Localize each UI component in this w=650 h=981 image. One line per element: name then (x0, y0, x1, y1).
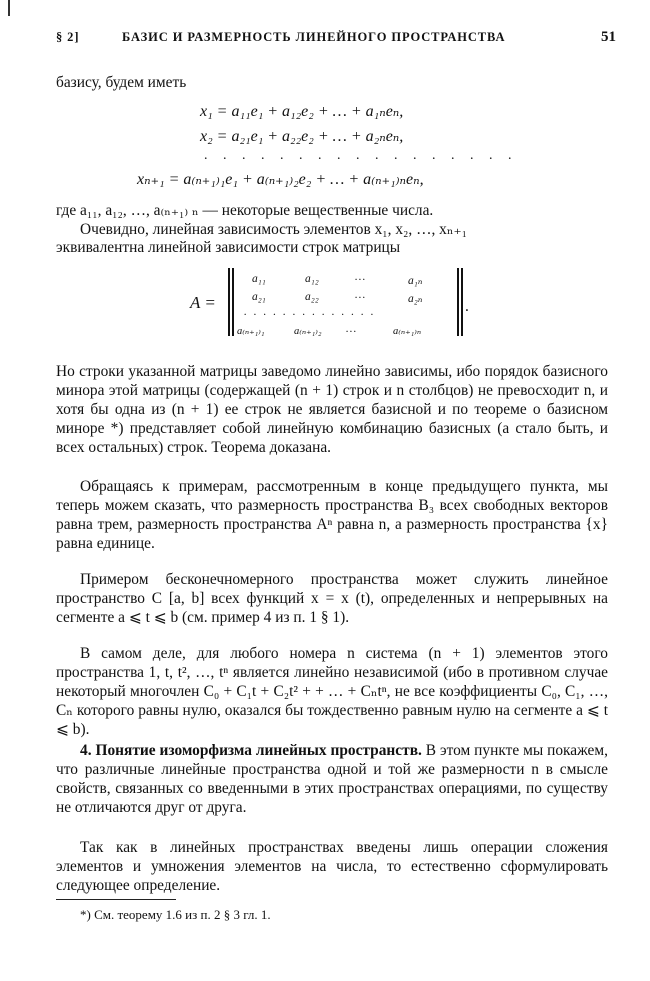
paragraph-proof-end: Но строки указанной матрицы заведомо линейно зависимы, ибо порядок базисного минора этой матрицы (содержащей (n + 1) строк и n столбцов) не превосходит n, и хотя бы одна из (n + 1) ее строк не является базисной и по теореме о базисном миноре *) представляет собой линейную комбинацию базисных (а стало быть, и всех остальных) строк. Теорема доказана. (56, 363, 608, 456)
paragraph-proof-infinite: В самом деле, для любого номера n система (n + 1) элементов этого пространства 1, t, t², …, tⁿ является линейно независимой (ибо в противном случае некоторый многочлен C₀ + C₁t + C₂t² + + … + Cₙtⁿ, не все коэффициенты C₀, C₁, …, Cₙ которого равны нулю, оказался бы тождественно равным нулю на сегменте a ⩽ t ⩽ b). (56, 645, 608, 738)
matrix-left-bar-1 (228, 268, 230, 336)
footnote-rule (56, 899, 176, 900)
matrix-cell: a₍ₙ₊₁₎ₙ (393, 326, 422, 337)
matrix-label: A = (190, 293, 216, 312)
section-4-heading: 4. Понятие изоморфизма линейных пространств. (80, 742, 422, 759)
footnote: *) См. теорему 1.6 из п. 2 § 3 гл. 1. (80, 907, 271, 922)
matrix-right-bar-1 (457, 268, 459, 336)
matrix-cell: … (355, 271, 366, 283)
scan-edge-mark (8, 0, 10, 16)
matrix-cell: a₍ₙ₊₁₎₂ (294, 326, 322, 337)
page-number: 51 (601, 29, 616, 45)
matrix-cell: … (346, 323, 357, 335)
evident-line-1: Очевидно, линейная зависимость элементов x₁, x₂, …, xₙ₊₁ (80, 221, 468, 238)
matrix-cell: … (355, 289, 366, 301)
header-section: § 2] (56, 30, 80, 44)
section-4-text: В этом пункте мы покажем, что различные линейные пространства одной и той же размерности n в смысле свойств, связанных со введенными в этих пространствах операциями, по существу не отличаются друг от друга. (56, 742, 608, 816)
paragraph-dimensions: Обращаясь к примерам, рассмотренным в конце предыдущего пункта, мы теперь можем сказать, что размерность пространства B₃ всех свободных векторов равна трем, размерность пространства Aⁿ равна n, а размерность пространства {x} равна единице. (56, 478, 608, 552)
section-4 (56, 741, 608, 817)
paragraph-infinite: Примером бесконечномерного пространства может служить линейное пространство C [a, b] всех функций x = x (t), определенных и непрерывных на сегменте a ⩽ t ⩽ b (см. пример 4 из п. 1 § 1). (56, 571, 608, 626)
matrix-cell: a₂₂ (305, 291, 319, 303)
matrix-cell: a₁₁ (252, 273, 266, 285)
matrix-right-bar-2 (461, 268, 463, 336)
matrix-cell: a₁₂ (305, 273, 319, 285)
equation-dots: . . . . . . . . . . . . . . . . . (204, 148, 518, 163)
matrix-cell: a₍ₙ₊₁₎₁ (237, 326, 265, 337)
where-line: где a₁₁, a₁₂, …, a₍ₙ₊₁₎ ₙ — некоторые вещественные числа. (56, 202, 434, 219)
matrix-cell: a₁ₙ (408, 275, 423, 287)
matrix-cell: a₂ₙ (408, 293, 423, 305)
equation-2: x₂ = a₂₁e₁ + a₂₂e₂ + … + a₂ₙeₙ, (200, 128, 404, 145)
matrix-dots-row: . . . . . . . . . . . . . . (244, 306, 376, 318)
running-header (56, 30, 616, 50)
matrix-end: . (465, 298, 469, 315)
paragraph-definition-intro: Так как в линейных пространствах введены лишь операции сложения элементов и умножения элементов на числа, то естественно сформулировать следующее определение. (56, 839, 608, 894)
equation-last: xₙ₊₁ = a₍ₙ₊₁₎₁e₁ + a₍ₙ₊₁₎₂e₂ + … + a₍ₙ₊₁₎ₙeₙ, (137, 171, 424, 188)
matrix-left-bar-2 (232, 268, 234, 336)
matrix-cell: a₂₁ (252, 291, 266, 303)
evident-line-2: эквивалентна линейной зависимости строк матрицы (56, 239, 401, 256)
intro-line: базису, будем иметь (56, 74, 187, 91)
header-title: БАЗИС И РАЗМЕРНОСТЬ ЛИНЕЙНОГО ПРОСТРАНСТВА (122, 30, 506, 44)
equation-1: x₁ = a₁₁e₁ + a₁₂e₂ + … + a₁ₙeₙ, (200, 103, 404, 120)
